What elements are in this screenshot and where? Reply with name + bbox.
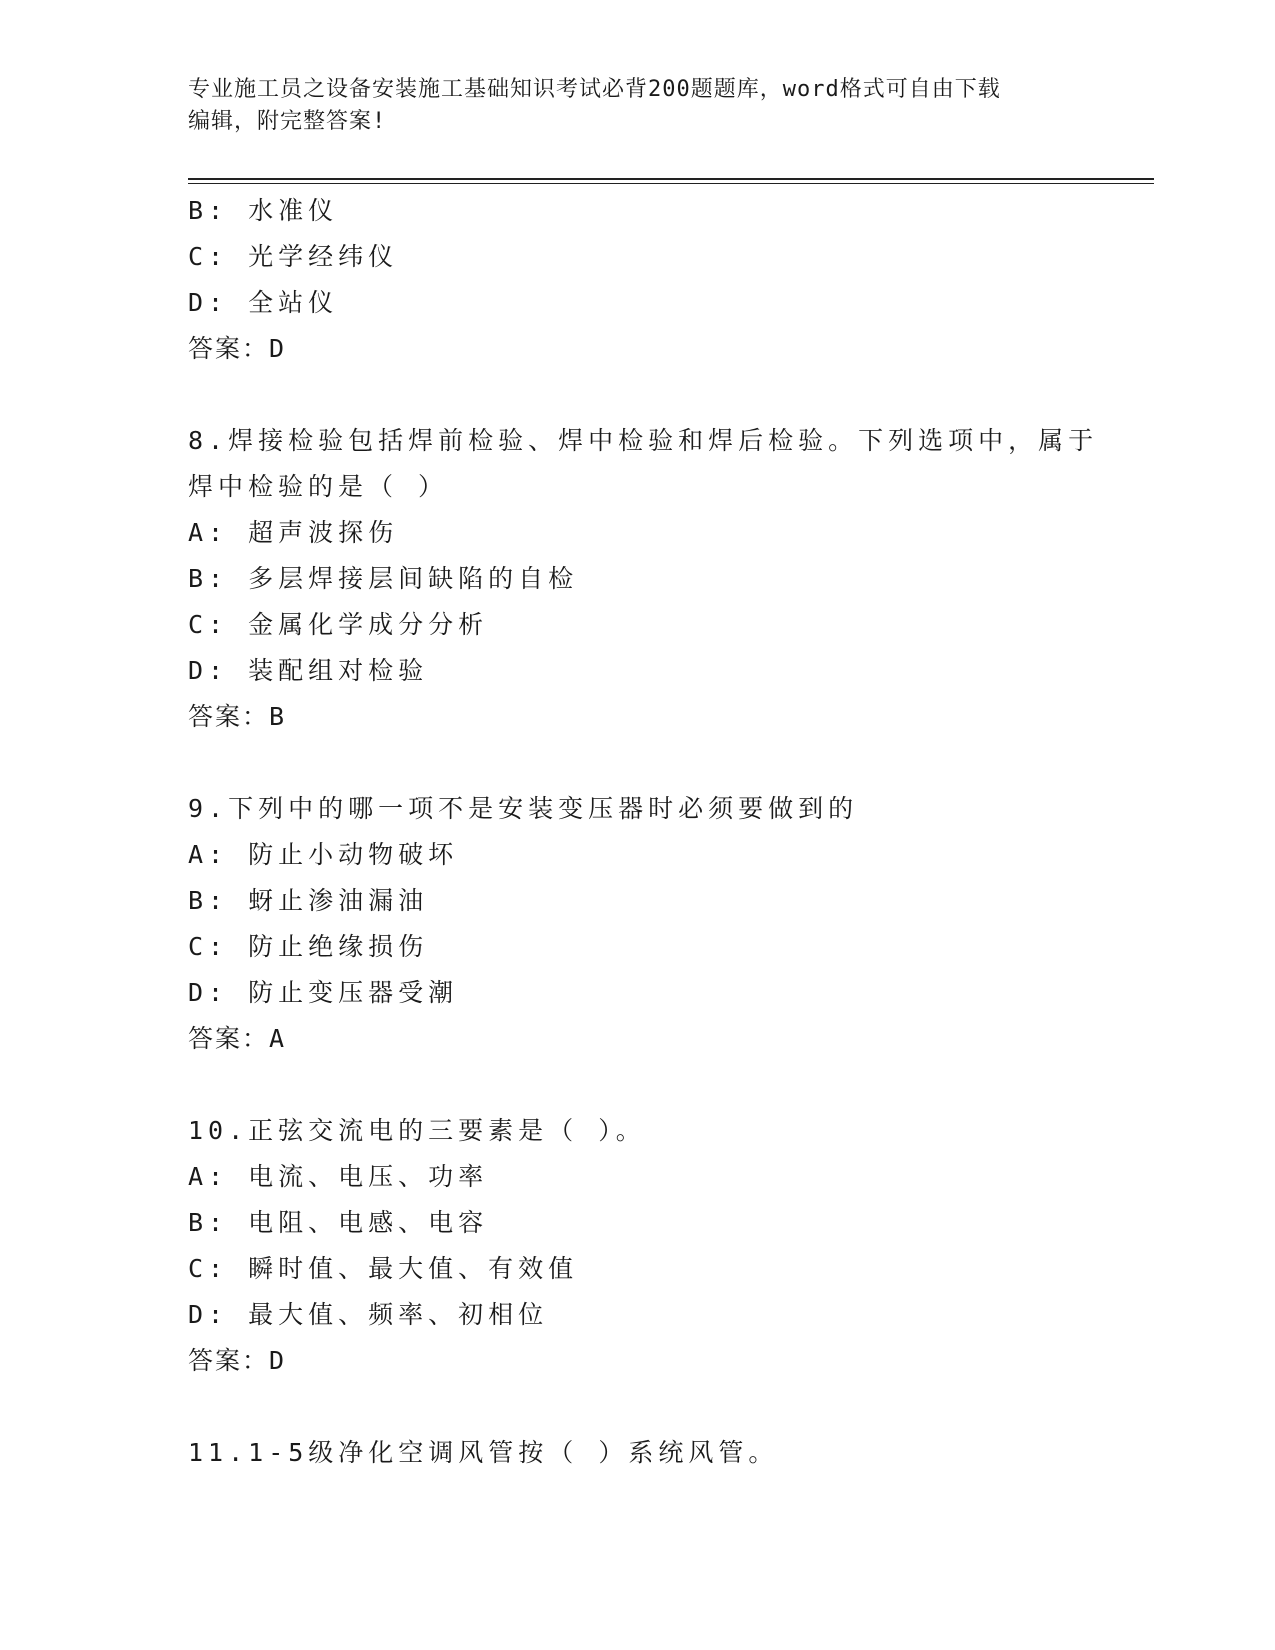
option-d: D: 全站仪 [188,288,339,317]
option-d: D: 防止变压器受潮 [188,978,459,1007]
option-b: B: 电阻、电感、电容 [188,1208,489,1237]
option-c: C: 瞬时值、最大值、有效值 [188,1254,579,1283]
question-9 [188,786,1088,1062]
option-c: C: 光学经纬仪 [188,242,399,271]
header-title-line-2: 编辑，附完整答案! [188,109,387,134]
question-stem: 11.1-5级净化空调风管按（ ）系统风管。 [188,1438,779,1467]
question-8 [188,418,1099,740]
header-title-line-1: 专业施工员之设备安装施工基础知识考试必背200题题库，word格式可自由下载 [188,77,1001,102]
answer-line: 答案：A [188,1024,287,1053]
option-b: B: 多层焊接层间缺陷的自检 [188,564,579,593]
option-d: D: 装配组对检验 [188,656,429,685]
page-header [188,74,1088,138]
question-11 [188,1430,1088,1476]
option-d: D: 最大值、频率、初相位 [188,1300,549,1329]
option-b: B: 蚜止渗油漏油 [188,886,429,915]
option-a: A: 防止小动物破坏 [188,840,459,869]
question-stem: 8.焊接检验包括焊前检验、焊中检验和焊后检验。下列选项中，属于 [188,426,1099,455]
question-7 [188,188,1088,372]
option-c: C: 金属化学成分分析 [188,610,489,639]
option-b: B: 水准仪 [188,196,339,225]
option-a: A: 电流、电压、功率 [188,1162,489,1191]
question-stem-continued: 焊中检验的是（ ） [188,472,449,501]
header-divider [188,178,1154,184]
question-list [188,188,1099,1476]
answer-line: 答案：B [188,702,287,731]
option-a: A: 超声波探伤 [188,518,399,547]
answer-line: 答案：D [188,1346,287,1375]
question-10 [188,1108,1088,1384]
question-stem: 9.下列中的哪一项不是安装变压器时必须要做到的 [188,794,859,823]
answer-line: 答案：D [188,334,287,363]
option-c: C: 防止绝缘损伤 [188,932,429,961]
question-stem: 10.正弦交流电的三要素是（ ）。 [188,1116,646,1145]
